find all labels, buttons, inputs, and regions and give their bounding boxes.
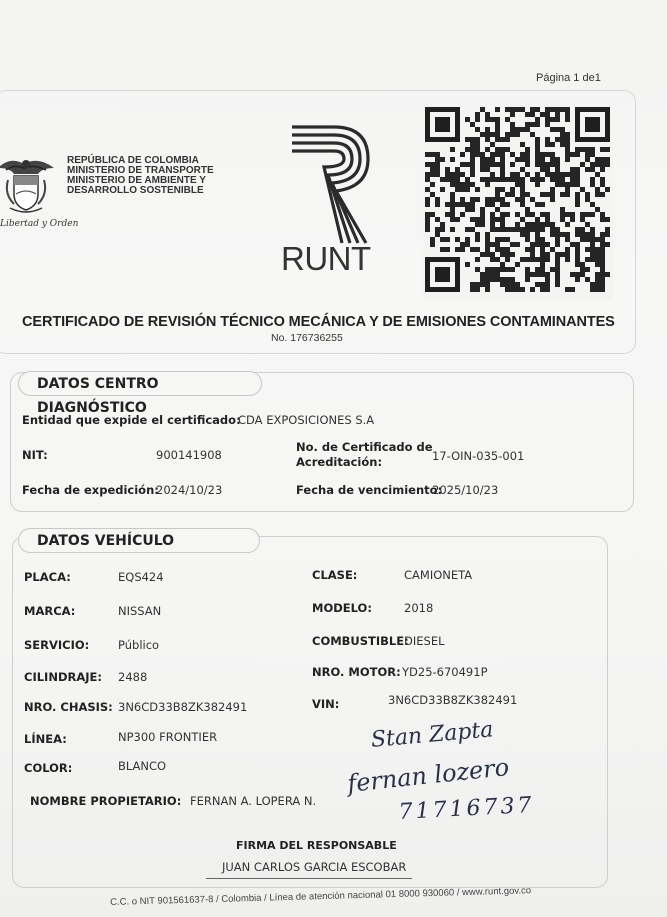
ministry-line: DESARROLLO SOSTENIBLE: [67, 185, 204, 196]
colombia-coat-of-arms-icon: [0, 150, 58, 220]
runt-logo-icon: [290, 125, 370, 249]
acreditacion-label-line: No. de Certificado de: [296, 440, 433, 454]
firma-label: FIRMA DEL RESPONSABLE: [236, 839, 397, 852]
linea-value: NP300 FRONTIER: [118, 730, 218, 744]
acreditacion-label-line: Acreditación:: [296, 455, 383, 469]
acreditacion-label: [296, 440, 433, 470]
marca-value: NISSAN: [118, 604, 162, 618]
acreditacion-value: 17-OIN-035-001: [432, 449, 525, 463]
cilindraje-label: CILINDRAJE:: [24, 670, 102, 684]
linea-label: LÍNEA:: [24, 732, 67, 746]
placa-label: PLACA:: [24, 570, 71, 584]
expedicion-label: Fecha de expedición:: [22, 483, 159, 497]
handwritten-note: fernan lozero: [346, 753, 511, 798]
nit-label: NIT:: [22, 448, 48, 462]
combustible-value: DIESEL: [404, 634, 445, 648]
vin-label: VIN:: [312, 697, 340, 711]
ministry-line: MINISTERIO DE AMBIENTE Y: [67, 175, 206, 186]
qr-code-icon: [423, 105, 613, 300]
expedicion-value: 2024/10/23: [156, 483, 223, 497]
vehiculo-section-title: DATOS VEHÍCULO: [18, 528, 260, 553]
clase-value: CAMIONETA: [404, 568, 473, 582]
handwritten-note: 71716737: [398, 792, 536, 825]
vencimiento-value: 2025/10/23: [432, 483, 499, 497]
entidad-value: CDA EXPOSICIONES S.A: [238, 413, 375, 427]
propietario-label: NOMBRE PROPIETARIO:: [30, 794, 182, 808]
clase-label: CLASE:: [312, 568, 358, 582]
entidad-label: Entidad que expide el certificado:: [22, 413, 241, 427]
chasis-value: 3N6CD33B8ZK382491: [118, 700, 248, 714]
signature-line: [206, 878, 412, 879]
ministry-line: MINISTERIO DE TRANSPORTE: [67, 165, 214, 176]
placa-value: EQS424: [118, 570, 164, 584]
motor-value: YD25-670491P: [402, 665, 488, 679]
ministry-line: REPÚBLICA DE COLOMBIA: [67, 155, 199, 166]
chasis-label: NRO. CHASIS:: [24, 700, 113, 714]
vencimiento-label: Fecha de vencimiento:: [296, 483, 443, 497]
servicio-label: SERVICIO:: [24, 638, 90, 652]
certificate-number: No. 176736255: [271, 332, 343, 344]
cilindraje-value: 2488: [118, 670, 148, 684]
combustible-label: COMBUSTIBLE:: [312, 634, 409, 648]
ministries-block: [67, 156, 214, 196]
modelo-value: 2018: [404, 601, 434, 615]
vin-value: 3N6CD33B8ZK382491: [388, 693, 518, 707]
runt-logo-text: RUNT: [281, 240, 371, 277]
handwritten-note: Stan Zapta: [370, 717, 495, 753]
servicio-value: Público: [118, 638, 160, 652]
color-label: COLOR:: [24, 761, 73, 775]
motor-label: NRO. MOTOR:: [312, 665, 401, 679]
color-value: BLANCO: [118, 759, 167, 773]
centro-section-title: DATOS CENTRO DIAGNÓSTICO: [18, 371, 262, 396]
nit-value: 900141908: [156, 448, 222, 462]
firma-name: JUAN CARLOS GARCIA ESCOBAR: [222, 860, 407, 874]
page-number: Página 1 de1: [536, 72, 601, 84]
certificate-title: CERTIFICADO DE REVISIÓN TÉCNICO MECÁNICA Y DE EMISIONES CONTAMINANTES: [22, 314, 615, 330]
propietario-value: FERNAN A. LOPERA N.: [190, 794, 317, 808]
marca-label: MARCA:: [24, 604, 76, 618]
modelo-label: MODELO:: [312, 601, 372, 615]
coat-of-arms-motto: Libertad y Orden: [0, 219, 79, 229]
footer-contact: C.C. o NIT 901561637-8 / Colombia / Línea de atención nacional 01 8000 930060 / www.runt.gov.co: [110, 885, 532, 908]
